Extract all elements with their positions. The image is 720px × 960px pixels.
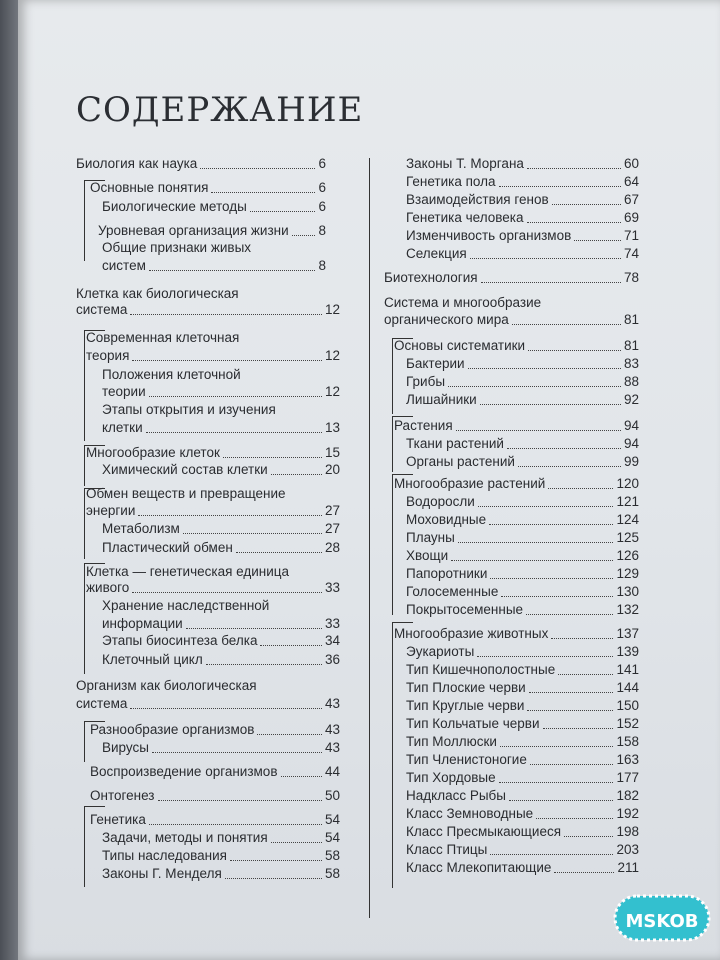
toc-entry [90, 180, 326, 196]
toc-entry [384, 295, 639, 311]
toc-entry [102, 633, 340, 649]
page-title: СОДЕРЖАНИЕ [76, 90, 364, 130]
toc-entry [406, 566, 639, 582]
toc-entry [76, 696, 340, 712]
toc-leader-dots [149, 824, 322, 825]
toc-entry-title: Обмен веществ и превращение [86, 486, 286, 501]
toc-entry-title: клетки [102, 420, 143, 435]
toc-entry-title: Клеточный цикл [102, 652, 203, 667]
toc-entry [102, 848, 340, 864]
toc-entry [86, 564, 340, 580]
toc-entry-title: Этапы открытия и изучения [102, 402, 276, 417]
toc-entry-title: Плауны [406, 530, 455, 545]
toc-page-number: 13 [324, 420, 340, 435]
toc-entry-title: Разнообразие организмов [90, 722, 255, 737]
toc-entry-title: Тип Круглые черви [406, 698, 525, 713]
toc-entry [406, 806, 639, 822]
toc-leader-dots [478, 506, 614, 507]
toc-entry-title: Хвощи [406, 548, 449, 563]
toc-page-number: 64 [623, 174, 639, 189]
toc-leader-dots [528, 350, 621, 351]
toc-entry [406, 494, 639, 510]
toc-entry-title: Эукариоты [406, 644, 475, 659]
toc-entry [406, 548, 639, 564]
toc-entry [406, 602, 639, 618]
toc-entry-title: Основы систематики [394, 338, 526, 353]
watermark-text: MSKOB [625, 911, 699, 932]
toc-page-number: 177 [616, 770, 639, 785]
toc-entry-title: Генетика пола [406, 174, 496, 189]
toc-page-number: 150 [616, 698, 639, 713]
toc-entry [102, 866, 340, 882]
toc-leader-dots [527, 222, 621, 223]
toc-page-number: 43 [324, 696, 340, 711]
toc-page-number: 58 [324, 848, 340, 863]
toc-page-number: 129 [616, 566, 639, 581]
toc-entry [406, 842, 639, 858]
toc-entry-title: Моховидные [406, 512, 487, 527]
toc-entry [86, 445, 340, 461]
toc-leader-dots [518, 466, 621, 467]
toc-entry-title: система [76, 302, 128, 317]
toc-entry-title: Современная клеточная [86, 330, 240, 345]
toc-leader-dots [448, 386, 621, 387]
toc-page-number: 12 [324, 348, 340, 363]
toc-entry-title: энергии [86, 503, 136, 518]
toc-leader-dots [149, 270, 316, 271]
toc-page-number: 6 [318, 199, 326, 214]
toc-leader-dots [292, 235, 316, 236]
toc-entry [406, 860, 639, 876]
toc-leader-dots [260, 645, 322, 646]
toc-leader-dots [536, 818, 613, 819]
toc-leader-dots [551, 638, 613, 639]
toc-page-number: 182 [616, 788, 639, 803]
toc-entry-title: Пластический обмен [102, 540, 233, 555]
toc-page-number: 8 [318, 258, 326, 273]
toc-entry [406, 210, 639, 226]
toc-page-number: 71 [623, 228, 639, 243]
toc-entry [406, 454, 639, 470]
toc-entry-title: Биотехнология [384, 270, 478, 285]
toc-entry [76, 286, 340, 302]
toc-entry-title: Растения [394, 418, 453, 433]
toc-page-number: 83 [623, 356, 639, 371]
toc-page-number: 125 [616, 530, 639, 545]
toc-page-number: 94 [623, 436, 639, 451]
toc-page-number: 54 [324, 812, 340, 827]
toc-entry-title: Положения клеточной [102, 367, 241, 382]
toc-page-number: 33 [324, 580, 340, 595]
toc-entry [102, 740, 340, 756]
toc-entry-title: Класс Земноводные [406, 806, 534, 821]
toc-leader-dots [130, 708, 322, 709]
toc-entry [406, 824, 639, 840]
toc-page-number: 15 [324, 445, 340, 460]
toc-page-number: 99 [623, 454, 639, 469]
toc-leader-dots [281, 776, 322, 777]
toc-entry-title: Химический состав клетки [102, 462, 268, 477]
toc-leader-dots [225, 878, 322, 879]
toc-leader-dots [149, 396, 322, 397]
toc-page-number: 94 [623, 418, 639, 433]
toc-entry-title: теории [102, 384, 146, 399]
toc-leader-dots [451, 560, 613, 561]
toc-leader-dots [236, 552, 322, 553]
toc-entry [406, 662, 639, 678]
toc-entry-title: Типы наследования [102, 848, 227, 863]
toc-page-number: 67 [623, 192, 639, 207]
toc-leader-dots [552, 204, 621, 205]
toc-entry-title: Голосеменные [406, 584, 499, 599]
toc-entry-title: Клетка — генетическая единица [86, 564, 290, 579]
toc-page-number: 6 [318, 180, 326, 195]
toc-leader-dots [477, 656, 613, 657]
toc-entry-title: Класс Птицы [406, 842, 488, 857]
toc-entry-title: Многообразие растений [394, 476, 546, 491]
toc-entry [86, 503, 340, 519]
toc-entry [406, 698, 639, 714]
toc-page-number: 81 [623, 338, 639, 353]
toc-leader-dots [468, 368, 621, 369]
toc-leader-dots [211, 192, 315, 193]
toc-page-number: 54 [324, 830, 340, 845]
toc-page-number: 120 [616, 476, 639, 491]
toc-leader-dots [470, 258, 621, 259]
toc-leader-dots [206, 664, 322, 665]
toc-leader-dots [509, 800, 613, 801]
toc-page-number: 12 [324, 384, 340, 399]
toc-entry-title: Ткани растений [406, 436, 504, 451]
toc-entry [102, 367, 340, 383]
toc-entry [98, 223, 326, 239]
toc-entry [102, 616, 340, 632]
toc-leader-dots [527, 710, 613, 711]
toc-leader-dots [554, 872, 614, 873]
toc-entry [394, 338, 639, 354]
toc-entry [102, 420, 340, 436]
toc-page-number: 78 [623, 270, 639, 285]
toc-page-number: 198 [616, 824, 639, 839]
toc-entry-title: система [76, 696, 128, 711]
toc-leader-dots [558, 674, 613, 675]
toc-leader-dots [223, 457, 322, 458]
toc-leader-dots [512, 324, 621, 325]
toc-page-number: 27 [324, 503, 340, 518]
toc-entry [394, 418, 639, 434]
toc-entry [86, 486, 340, 502]
toc-page-number: 44 [324, 764, 340, 779]
toc-entry [102, 598, 340, 614]
toc-entry-title: Органы растений [406, 454, 515, 469]
toc-entry [86, 580, 340, 596]
toc-page-number: 163 [616, 752, 639, 767]
toc-entry [86, 348, 340, 364]
toc-leader-dots [564, 836, 613, 837]
toc-page-number: 36 [324, 652, 340, 667]
toc-leader-dots [257, 734, 322, 735]
toc-entry-title: Бактерии [406, 356, 465, 371]
toc-entry [406, 644, 639, 660]
toc-entry-title: Уровневая организация жизни [98, 223, 289, 238]
toc-entry [394, 626, 639, 642]
toc-entry [102, 240, 326, 256]
toc-leader-dots [499, 186, 621, 187]
toc-entry [102, 402, 340, 418]
toc-entry [384, 312, 639, 328]
toc-page-number: 126 [616, 548, 639, 563]
toc-entry-title: живого [86, 580, 130, 595]
toc-page-number: 152 [616, 716, 639, 731]
toc-page-number: 20 [324, 462, 340, 477]
toc-entry-title: Биология как наука [76, 156, 198, 171]
toc-entry-title: Биологические методы [102, 199, 247, 214]
toc-entry [102, 540, 340, 556]
toc-entry-title: Этапы биосинтеза белка [102, 633, 258, 648]
toc-entry [406, 246, 639, 262]
toc-page-number: 43 [324, 722, 340, 737]
toc-entry [406, 716, 639, 732]
toc-entry [406, 530, 639, 546]
toc-page-number: 34 [324, 633, 340, 648]
toc-entry-title: Лишайники [406, 392, 477, 407]
toc-leader-dots [499, 782, 614, 783]
toc-entry [102, 652, 340, 668]
toc-leader-dots [200, 168, 315, 169]
toc-leader-dots [480, 404, 621, 405]
toc-entry-title: Метаболизм [102, 521, 180, 536]
toc-entry-title: Грибы [406, 374, 446, 389]
toc-entry-title: Взаимодействия генов [406, 192, 549, 207]
toc-leader-dots [250, 211, 316, 212]
toc-page-number: 192 [616, 806, 639, 821]
toc-page-number: 130 [616, 584, 639, 599]
toc-entry-title: Покрытосеменные [406, 602, 524, 617]
toc-leader-dots [271, 842, 322, 843]
toc-entry-title: Система и многообразие [384, 295, 542, 310]
toc-entry [406, 156, 639, 172]
toc-entry [406, 228, 639, 244]
toc-leader-dots [501, 596, 613, 597]
toc-leader-dots [152, 752, 322, 753]
toc-entry-title: Онтогенез [90, 788, 155, 803]
toc-entry-title: Воспроизведение организмов [90, 764, 278, 779]
toc-entry-title: Водоросли [406, 494, 475, 509]
toc-page-number: 43 [324, 740, 340, 755]
toc-leader-dots [500, 746, 614, 747]
toc-page-number: 33 [324, 616, 340, 631]
toc-entry [76, 302, 340, 318]
toc-entry [406, 374, 639, 390]
toc-entry [76, 156, 326, 172]
toc-entry [406, 392, 639, 408]
toc-entry-title: информации [102, 616, 183, 631]
toc-leader-dots [456, 430, 621, 431]
toc-page-number: 137 [616, 626, 639, 641]
toc-entry [384, 270, 639, 286]
toc-page-number: 58 [324, 866, 340, 881]
toc-entry [406, 436, 639, 452]
toc-entry-title: Вирусы [102, 740, 149, 755]
toc-entry [406, 512, 639, 528]
toc-entry-title: Законы Г. Менделя [102, 866, 222, 881]
toc-page-number: 12 [324, 302, 340, 317]
toc-leader-dots [186, 628, 322, 629]
toc-entry [76, 678, 340, 694]
toc-entry [102, 462, 340, 478]
toc-entry-title: Хранение наследственной [102, 598, 270, 613]
toc-page-number: 203 [616, 842, 639, 857]
toc-leader-dots [183, 533, 322, 534]
toc-leader-dots [138, 515, 322, 516]
toc-entry-title: систем [102, 258, 146, 273]
toc-page-number: 8 [318, 223, 326, 238]
column-divider [369, 158, 370, 918]
toc-leader-dots [458, 542, 614, 543]
toc-entry [86, 330, 340, 346]
toc-entry [90, 722, 340, 738]
toc-entry [102, 258, 326, 274]
toc-page-number: 139 [616, 644, 639, 659]
toc-entry-title: Тип Кишечнополостные [406, 662, 556, 677]
toc-page-number: 132 [616, 602, 639, 617]
toc-entry [406, 680, 639, 696]
toc-page-number: 92 [623, 392, 639, 407]
toc-entry [90, 812, 340, 828]
toc-leader-dots [132, 592, 322, 593]
toc-entry [406, 770, 639, 786]
toc-page-number: 144 [616, 680, 639, 695]
toc-entry-title: теория [86, 348, 130, 363]
toc-page-number: 124 [616, 512, 639, 527]
toc-page-number: 121 [616, 494, 639, 509]
toc-leader-dots [526, 614, 613, 615]
toc-leader-dots [146, 432, 322, 433]
toc-leader-dots [543, 728, 614, 729]
toc-entry [406, 788, 639, 804]
toc-entry-title: Многообразие клеток [86, 445, 220, 460]
toc-entry-title: Законы Т. Моргана [406, 156, 524, 171]
toc-entry-title: органического мира [384, 312, 509, 327]
toc-entry-title: Организм как биологическая [76, 678, 257, 693]
toc-page-number: 6 [318, 156, 326, 171]
toc-page-number: 88 [623, 374, 639, 389]
toc-leader-dots [548, 488, 613, 489]
toc-entry-title: Клетка как биологическая [76, 286, 239, 301]
toc-page-number: 211 [617, 860, 639, 875]
toc-page-number: 81 [623, 312, 639, 327]
watermark-logo [612, 888, 712, 950]
toc-page-number: 60 [623, 156, 639, 171]
toc-page-number: 74 [623, 246, 639, 261]
toc-leader-dots [490, 578, 613, 579]
toc-entry-title: Генетика [90, 812, 146, 827]
toc-entry-title: Класс Млекопитающие [406, 860, 552, 875]
toc-page-number: 69 [623, 210, 639, 225]
toc-entry [394, 476, 639, 492]
toc-entry-title: Класс Пресмыкающиеся [406, 824, 562, 839]
toc-entry-title: Основные понятия [90, 180, 209, 195]
toc-leader-dots [529, 692, 614, 693]
toc-entry-title: Надкласс Рыбы [406, 788, 506, 803]
toc-leader-dots [481, 282, 621, 283]
toc-leader-dots [158, 800, 322, 801]
toc-entry-title: Тип Плоские черви [406, 680, 526, 695]
toc-leader-dots [490, 854, 613, 855]
toc-entry-title: Тип Моллюски [406, 734, 497, 749]
toc-leader-dots [574, 240, 621, 241]
toc-page-number: 28 [324, 540, 340, 555]
toc-entry [90, 788, 340, 804]
toc-entry-title: Селекция [406, 246, 467, 261]
toc-entry [406, 752, 639, 768]
toc-leader-dots [130, 314, 322, 315]
toc-entry [102, 830, 340, 846]
toc-entry-title: Общие признаки живых [102, 240, 252, 255]
toc-entry [102, 521, 340, 537]
toc-page-number: 27 [324, 521, 340, 536]
toc-leader-dots [230, 860, 322, 861]
toc-leader-dots [271, 474, 322, 475]
toc-entry-title: Тип Кольчатые черви [406, 716, 540, 731]
toc-entry-title: Генетика человека [406, 210, 524, 225]
toc-leader-dots [132, 360, 322, 361]
toc-entry-title: Тип Хордовые [406, 770, 496, 785]
toc-leader-dots [489, 524, 613, 525]
toc-entry [406, 192, 639, 208]
toc-entry [102, 384, 340, 400]
toc-entry-title: Изменчивость организмов [406, 228, 572, 243]
toc-entry [90, 764, 340, 780]
toc-entry [102, 199, 326, 215]
toc-leader-dots [530, 764, 614, 765]
toc-page-number: 141 [616, 662, 639, 677]
toc-entry [406, 584, 639, 600]
toc-leader-dots [527, 168, 621, 169]
toc-entry [406, 174, 639, 190]
toc-page-number: 158 [616, 734, 639, 749]
toc-entry [406, 734, 639, 750]
toc-entry-title: Задачи, методы и понятия [102, 830, 268, 845]
toc-entry-title: Папоротники [406, 566, 488, 581]
toc-page-number: 50 [324, 788, 340, 803]
toc-entry [406, 356, 639, 372]
toc-leader-dots [507, 448, 621, 449]
toc-entry-title: Многообразие животных [394, 626, 549, 641]
toc-entry-title: Тип Членистоногие [406, 752, 527, 767]
